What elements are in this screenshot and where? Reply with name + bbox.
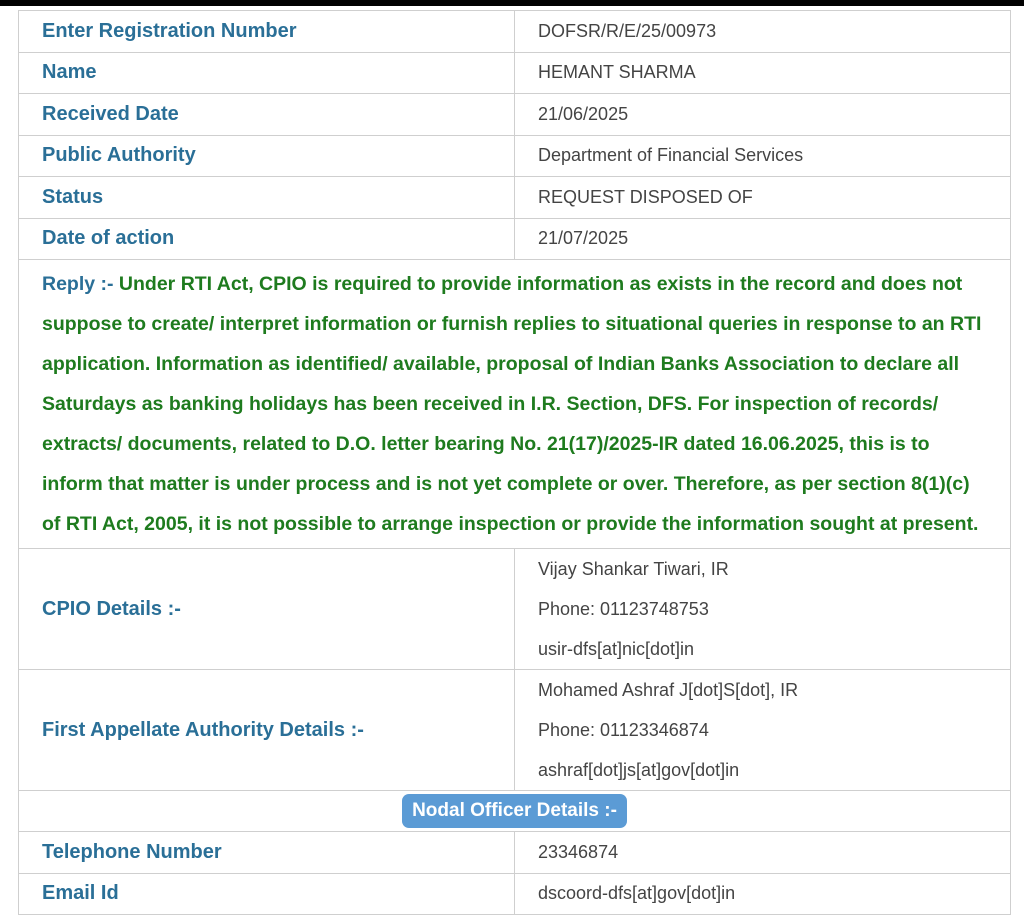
public-authority-label: Public Authority: [19, 135, 515, 177]
cpio-phone: Phone: 01123748753: [538, 599, 709, 619]
table-row-date-of-action: [19, 218, 1011, 260]
table-row-registration-number: [19, 11, 1011, 53]
received-date-label: Received Date: [19, 94, 515, 136]
received-date-value: 21/06/2025: [515, 94, 1011, 136]
email-id-value: dscoord-dfs[at]gov[dot]in: [515, 873, 1011, 915]
status-value: REQUEST DISPOSED OF: [515, 177, 1011, 219]
name-label: Name: [19, 52, 515, 94]
appellate-phone: Phone: 01123346874: [538, 720, 709, 740]
appellate-details-value: [515, 670, 1011, 791]
table-row-status: [19, 177, 1011, 219]
table-row-cpio-details: [19, 549, 1011, 670]
table-row-received-date: [19, 94, 1011, 136]
date-of-action-label: Date of action: [19, 218, 515, 260]
public-authority-value: Department of Financial Services: [515, 135, 1011, 177]
reply-label: Reply :-: [42, 273, 114, 295]
registration-number-value: DOFSR/R/E/25/00973: [515, 11, 1011, 53]
nodal-heading-cell: [19, 791, 1011, 832]
name-value: HEMANT SHARMA: [515, 52, 1011, 94]
status-label: Status: [19, 177, 515, 219]
cpio-email: usir-dfs[at]nic[dot]in: [538, 639, 695, 659]
appellate-name: Mohamed Ashraf J[dot]S[dot], IR: [538, 680, 799, 700]
rti-status-table: [18, 10, 1011, 915]
table-row-reply: [19, 260, 1011, 549]
cpio-details-label: CPIO Details :-: [19, 549, 515, 670]
cpio-details-value: [515, 549, 1011, 670]
table-row-telephone-number: [19, 832, 1011, 874]
table-row-nodal-heading: [19, 791, 1011, 832]
table-row-public-authority: [19, 135, 1011, 177]
telephone-number-label: Telephone Number: [19, 832, 515, 874]
top-border-bar: [0, 0, 1024, 6]
appellate-details-label: First Appellate Authority Details :-: [19, 670, 515, 791]
appellate-email: ashraf[dot]js[at]gov[dot]in: [538, 760, 740, 780]
table-row-name: [19, 52, 1011, 94]
date-of-action-value: 21/07/2025: [515, 218, 1011, 260]
cpio-name: Vijay Shankar Tiwari, IR: [538, 559, 729, 579]
table-row-email-id: [19, 873, 1011, 915]
nodal-officer-heading-badge: Nodal Officer Details :-: [402, 794, 627, 828]
registration-number-label: Enter Registration Number: [19, 11, 515, 53]
reply-cell: [19, 260, 1011, 549]
telephone-number-value: 23346874: [515, 832, 1011, 874]
email-id-label: Email Id: [19, 873, 515, 915]
table-row-appellate-details: [19, 670, 1011, 791]
reply-text: Under RTI Act, CPIO is required to provide information as exists in the record and does not suppose to create/ interpret information or furnish replies to situational queries in response to an RTI application. Information as identified/ available, proposal of Indian Banks Association to declare all Saturdays as banking holidays has been received in I.R. Section, DFS. For inspection of records/ extracts/ documents, related to D.O. letter bearing No. 21(17)/2025-IR dated 16.06.2025, this is to inform that matter is under process and is not yet complete or over. Therefore, as per section 8(1)(c) of RTI Act, 2005, it is not possible to arrange inspection or provide the information sought at present.: [42, 273, 982, 535]
